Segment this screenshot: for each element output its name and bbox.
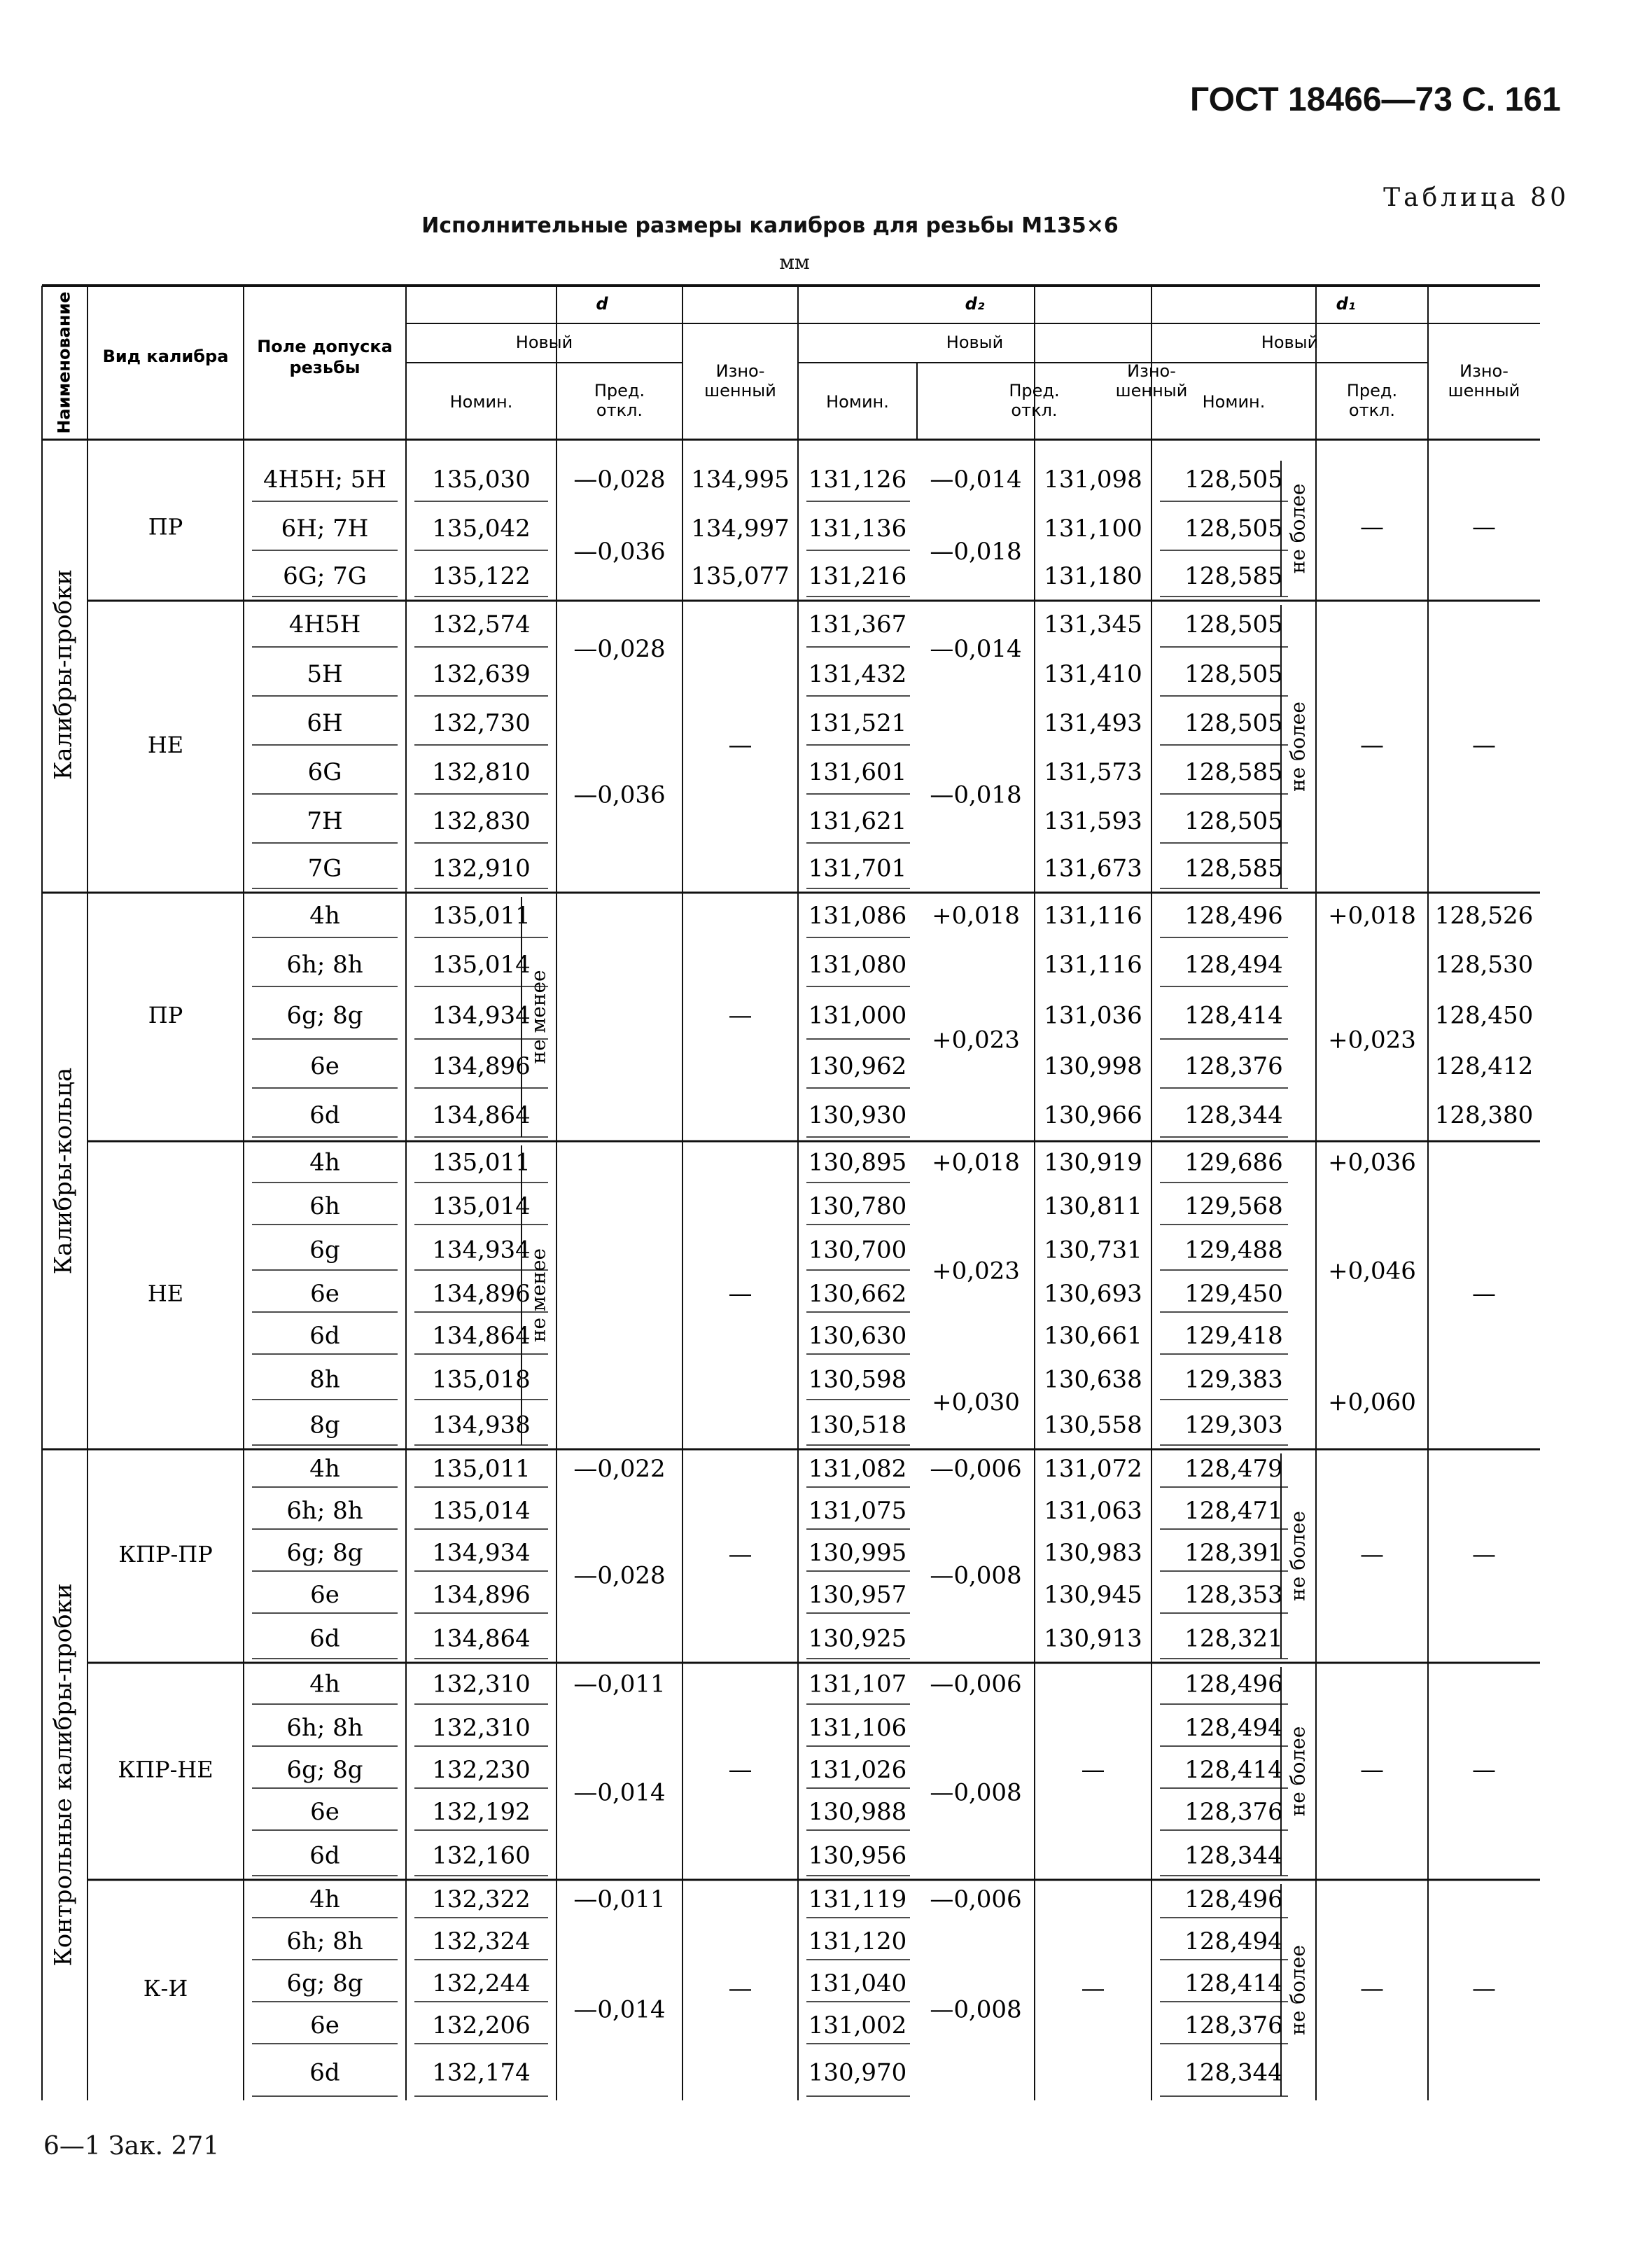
merged-cell: —0,018 — [930, 538, 1022, 566]
group-label: Калибры-кольца — [49, 1067, 78, 1275]
tol-cell: 7H — [307, 807, 343, 835]
merged-cell: — — [1360, 731, 1384, 760]
vertical-note: не более — [1286, 483, 1310, 574]
d2-worn-cell: 130,913 — [1044, 1624, 1142, 1653]
d1-nom-cell: 128,494 — [1184, 1714, 1283, 1742]
d-nom-cell: 134,934 — [432, 1236, 531, 1264]
d2-nom-cell: 130,970 — [808, 2058, 907, 2087]
kind-label: КПР-НЕ — [118, 1756, 214, 1783]
d2-dev-cell: —0,014 — [930, 466, 1022, 494]
d2-nom-cell: 131,040 — [808, 1969, 907, 1997]
merged-cell: — — [728, 1280, 752, 1308]
header-dev: откл. — [1011, 400, 1058, 420]
d-nom-cell: 135,011 — [432, 902, 531, 930]
d2-worn-cell: 130,638 — [1044, 1365, 1142, 1394]
tol-cell: 6h — [309, 1192, 340, 1220]
header-name: Наименование — [54, 291, 74, 434]
kind-label: ПР — [148, 1002, 183, 1028]
d2-nom-cell: 130,662 — [808, 1280, 907, 1308]
tol-cell: 6g; 8g — [286, 1756, 363, 1784]
merged-cell: —0,014 — [573, 1995, 666, 2024]
merged-cell: —0,008 — [930, 1995, 1022, 2024]
d2-nom-cell: 131,432 — [808, 660, 907, 688]
merged-cell: +0,046 — [1328, 1257, 1416, 1285]
d2-nom-cell: 131,106 — [808, 1714, 907, 1742]
tol-cell: 6h; 8h — [286, 1714, 363, 1742]
vertical-note: не более — [1286, 1726, 1310, 1817]
d1-nom-cell: 128,505 — [1184, 660, 1283, 688]
header-nom: Номин. — [1202, 392, 1266, 412]
header-worn: Изно- — [715, 361, 765, 381]
d-nom-cell: 132,160 — [432, 1841, 531, 1870]
d-nom-cell: 135,018 — [432, 1365, 531, 1394]
d-nom-cell: 134,934 — [432, 1539, 531, 1567]
d-nom-cell: 132,230 — [432, 1756, 531, 1784]
kind-label: К-И — [143, 1975, 188, 2002]
merged-cell: +0,023 — [932, 1026, 1020, 1054]
d-nom-cell: 135,042 — [432, 515, 531, 543]
tol-cell: 6e — [310, 1280, 340, 1308]
merged-cell: —0,036 — [573, 781, 666, 809]
d2-worn-cell: 131,100 — [1044, 515, 1142, 543]
d1-nom-cell: 128,344 — [1184, 1841, 1283, 1870]
kind-label: КПР-ПР — [118, 1541, 213, 1568]
d-nom-cell: 132,324 — [432, 1927, 531, 1955]
d-nom-cell: 132,310 — [432, 1670, 531, 1699]
merged-cell: — — [728, 1001, 752, 1030]
d-nom-cell: 132,639 — [432, 660, 531, 688]
d-nom-cell: 132,910 — [432, 854, 531, 883]
d2-nom-cell: 130,895 — [808, 1148, 907, 1177]
d2-nom-cell: 131,126 — [808, 466, 907, 494]
d2-dev-cell: +0,018 — [932, 902, 1020, 930]
vertical-note: не более — [1286, 1511, 1310, 1601]
d2-worn-cell: 131,180 — [1044, 562, 1142, 590]
d-nom-cell: 135,011 — [432, 1148, 531, 1177]
d-nom-cell: 135,011 — [432, 1455, 531, 1483]
d2-dev-cell: —0,006 — [930, 1885, 1022, 1913]
d1-nom-cell: 128,344 — [1184, 1101, 1283, 1129]
header-new: Новый — [1261, 333, 1319, 352]
d2-worn-cell: 131,072 — [1044, 1455, 1142, 1483]
merged-cell: — — [1472, 1540, 1496, 1569]
d-nom-cell: 132,192 — [432, 1798, 531, 1826]
vertical-note: не менее — [526, 1248, 550, 1343]
kind-label: НЕ — [147, 732, 184, 758]
header-dev: Пред. — [1346, 381, 1398, 400]
d1-nom-cell: 128,391 — [1184, 1539, 1283, 1567]
tol-cell: 4h — [309, 1148, 340, 1177]
d2-worn-cell: 131,063 — [1044, 1497, 1142, 1525]
d2-worn-cell: 131,673 — [1044, 854, 1142, 883]
d2-nom-cell: 131,367 — [808, 611, 907, 639]
d1-worn-cell: 128,530 — [1434, 951, 1534, 979]
d-nom-cell: 134,864 — [432, 1322, 531, 1350]
d1-nom-cell: 128,471 — [1184, 1497, 1283, 1525]
d2-nom-cell: 131,601 — [808, 758, 907, 786]
header-tol: резьбы — [289, 358, 360, 377]
d1-nom-cell: 128,496 — [1184, 1885, 1283, 1913]
d2-dev-cell: +0,018 — [932, 1148, 1020, 1177]
d1-nom-cell: 129,686 — [1184, 1148, 1283, 1177]
merged-cell: +0,060 — [1328, 1388, 1416, 1416]
d-nom-cell: 135,122 — [432, 562, 531, 590]
merged-cell: — — [1472, 1974, 1496, 2003]
d1-nom-cell: 128,496 — [1184, 902, 1283, 930]
group-label: Калибры-пробки — [49, 569, 78, 780]
d2-nom-cell: 130,988 — [808, 1798, 907, 1826]
d2-worn-cell: 130,998 — [1044, 1052, 1142, 1080]
tol-cell: 6h; 8h — [286, 1927, 363, 1955]
d2-nom-cell: 131,082 — [808, 1455, 907, 1483]
d1-dev-cell: +0,018 — [1328, 902, 1416, 930]
merged-cell: — — [1360, 1540, 1384, 1569]
d2-nom-cell: 130,925 — [808, 1624, 907, 1653]
d2-nom-cell: 130,930 — [808, 1101, 907, 1129]
d2-worn-cell: 130,558 — [1044, 1411, 1142, 1439]
d-nom-cell: 135,030 — [432, 466, 531, 494]
d2-nom-cell: 131,080 — [808, 951, 907, 979]
vertical-note: не менее — [526, 970, 550, 1064]
d-nom-cell: 132,830 — [432, 807, 531, 835]
merged-cell: — — [1472, 1280, 1496, 1308]
tol-cell: 6d — [309, 1841, 340, 1870]
d-worn-cell: 134,995 — [691, 466, 790, 494]
merged-cell: —0,014 — [573, 1778, 666, 1807]
kind-label: ПР — [148, 513, 183, 540]
d1-nom-cell: 129,568 — [1184, 1192, 1283, 1220]
d-worn-cell: 135,077 — [691, 562, 790, 590]
vertical-note: не более — [1286, 1945, 1310, 2035]
tol-cell: 6h; 8h — [286, 1497, 363, 1525]
merged-cell: — — [1472, 513, 1496, 541]
d1-nom-cell: 128,321 — [1184, 1624, 1283, 1653]
d1-nom-cell: 128,376 — [1184, 2011, 1283, 2039]
tol-cell: 8h — [309, 1365, 340, 1394]
d2-nom-cell: 130,995 — [808, 1539, 907, 1567]
d2-nom-cell: 130,957 — [808, 1581, 907, 1609]
d1-nom-cell: 128,494 — [1184, 1927, 1283, 1955]
d1-nom-cell: 128,505 — [1184, 466, 1283, 494]
d2-nom-cell: 130,700 — [808, 1236, 907, 1264]
d2-nom-cell: 130,598 — [808, 1365, 907, 1394]
d-nom-cell: 132,574 — [432, 611, 531, 639]
d2-worn-cell: 131,573 — [1044, 758, 1142, 786]
d1-nom-cell: 128,505 — [1184, 709, 1283, 737]
tol-cell: 4h — [309, 1670, 340, 1699]
merged-cell: —0,014 — [930, 635, 1022, 663]
d2-nom-cell: 131,136 — [808, 515, 907, 543]
tol-cell: 6e — [310, 1581, 340, 1609]
d2-worn-cell: 131,036 — [1044, 1001, 1142, 1030]
d1-nom-cell: 128,414 — [1184, 1969, 1283, 1997]
tol-cell: 6G — [307, 758, 342, 786]
header-new: Новый — [946, 333, 1004, 352]
d-nom-cell: 132,730 — [432, 709, 531, 737]
header-tol: Поле допуска — [257, 337, 393, 356]
tol-cell: 6e — [310, 1798, 340, 1826]
d2-nom-cell: 131,120 — [808, 1927, 907, 1955]
d-nom-cell: 134,896 — [432, 1052, 531, 1080]
d1-nom-cell: 129,450 — [1184, 1280, 1283, 1308]
header-kind: Вид калибра — [102, 347, 229, 366]
d-nom-cell: 134,938 — [432, 1411, 531, 1439]
d-nom-cell: 135,014 — [432, 1497, 531, 1525]
merged-cell: —0,018 — [930, 781, 1022, 809]
merged-cell: — — [1472, 1756, 1496, 1784]
d-nom-cell: 135,014 — [432, 1192, 531, 1220]
d2-dev-cell: —0,006 — [930, 1455, 1022, 1483]
merged-cell: — — [1081, 1974, 1105, 2003]
d-nom-cell: 132,206 — [432, 2011, 531, 2039]
merged-cell: —0,008 — [930, 1561, 1022, 1590]
d1-nom-cell: 128,344 — [1184, 2058, 1283, 2087]
d1-dev-cell: +0,036 — [1328, 1148, 1416, 1177]
d2-worn-cell: 131,116 — [1044, 951, 1142, 979]
d1-nom-cell: 129,383 — [1184, 1365, 1283, 1394]
d2-worn-cell: 130,693 — [1044, 1280, 1142, 1308]
tol-cell: 6e — [310, 1052, 340, 1080]
tol-cell: 6d — [309, 1101, 340, 1129]
d2-worn-cell: 130,731 — [1044, 1236, 1142, 1264]
tol-cell: 6H — [307, 709, 343, 737]
merged-cell: — — [1360, 1974, 1384, 2003]
tol-cell: 6d — [309, 1322, 340, 1350]
d2-nom-cell: 131,075 — [808, 1497, 907, 1525]
merged-cell: +0,023 — [932, 1257, 1020, 1285]
d1-nom-cell: 128,585 — [1184, 854, 1283, 883]
tol-cell: 4h — [309, 902, 340, 930]
d1-nom-cell: 129,303 — [1184, 1411, 1283, 1439]
merged-cell: — — [728, 1540, 752, 1569]
table-units: мм — [779, 251, 810, 274]
merged-cell: —0,028 — [573, 1561, 666, 1590]
header-worn: шенный — [1115, 381, 1188, 400]
merged-cell: — — [728, 1974, 752, 2003]
d-nom-cell: 132,310 — [432, 1714, 531, 1742]
kind-label: НЕ — [147, 1280, 184, 1307]
d-nom-cell: 132,244 — [432, 1969, 531, 1997]
merged-cell: —0,036 — [573, 538, 666, 566]
merged-cell: — — [728, 731, 752, 760]
d1-nom-cell: 129,418 — [1184, 1322, 1283, 1350]
d-nom-cell: 134,864 — [432, 1624, 531, 1653]
tol-cell: 6e — [310, 2011, 340, 2039]
d2-nom-cell: 131,107 — [808, 1670, 907, 1699]
d-dev-cell: —0,011 — [573, 1670, 666, 1699]
tol-cell: 5H — [307, 660, 343, 688]
d2-dev-cell: —0,006 — [930, 1670, 1022, 1699]
header-worn: Изно- — [1127, 361, 1176, 381]
d2-nom-cell: 130,962 — [808, 1052, 907, 1080]
d-nom-cell: 134,934 — [432, 1001, 531, 1030]
d-nom-cell: 132,174 — [432, 2058, 531, 2087]
header-dev: откл. — [1348, 400, 1396, 420]
d-nom-cell: 134,864 — [432, 1101, 531, 1129]
d1-nom-cell: 128,505 — [1184, 611, 1283, 639]
d2-nom-cell: 131,701 — [808, 854, 907, 883]
d1-worn-cell: 128,450 — [1434, 1001, 1534, 1030]
d-nom-cell: 132,810 — [432, 758, 531, 786]
table-caption: Исполнительные размеры калибров для резьбы M135×6 — [421, 214, 1119, 238]
d1-nom-cell: 129,488 — [1184, 1236, 1283, 1264]
d-nom-cell: 135,014 — [432, 951, 531, 979]
d2-worn-cell: 131,116 — [1044, 902, 1142, 930]
d1-nom-cell: 128,353 — [1184, 1581, 1283, 1609]
tol-cell: 4h — [309, 1455, 340, 1483]
d2-nom-cell: 131,119 — [808, 1885, 907, 1913]
d-nom-cell: 134,896 — [432, 1581, 531, 1609]
d2-worn-cell: 130,661 — [1044, 1322, 1142, 1350]
header-worn: Изно- — [1460, 361, 1508, 381]
merged-cell: — — [1081, 1756, 1105, 1784]
d2-worn-cell: 131,593 — [1044, 807, 1142, 835]
d2-nom-cell: 130,780 — [808, 1192, 907, 1220]
tol-cell: 6d — [309, 2058, 340, 2087]
header-new: Новый — [515, 333, 573, 352]
d2-nom-cell: 131,026 — [808, 1756, 907, 1784]
tol-cell: 6d — [309, 1624, 340, 1653]
d1-worn-cell: 128,380 — [1434, 1101, 1534, 1129]
d1-nom-cell: 128,585 — [1184, 758, 1283, 786]
d2-worn-cell: 131,493 — [1044, 709, 1142, 737]
d2-worn-cell: 131,098 — [1044, 466, 1142, 494]
header-worn: шенный — [1448, 381, 1520, 400]
d2-nom-cell: 130,956 — [808, 1841, 907, 1870]
d2-nom-cell: 131,086 — [808, 902, 907, 930]
tol-cell: 6H; 7H — [281, 515, 369, 543]
merged-cell: —0,028 — [573, 635, 666, 663]
header-nom: Номин. — [449, 392, 513, 412]
page-footer: 6—1 Зак. 271 — [43, 2132, 220, 2161]
tol-cell: 6G; 7G — [283, 562, 367, 590]
d1-worn-cell: 128,412 — [1434, 1052, 1534, 1080]
tol-cell: 7G — [307, 854, 342, 883]
d1-nom-cell: 128,585 — [1184, 562, 1283, 590]
d2-nom-cell: 131,521 — [808, 709, 907, 737]
d2-worn-cell: 130,983 — [1044, 1539, 1142, 1567]
tol-cell: 4h — [309, 1885, 340, 1913]
tol-cell: 6g; 8g — [286, 1001, 363, 1030]
d2-worn-cell: 130,966 — [1044, 1101, 1142, 1129]
d2-nom-cell: 131,000 — [808, 1001, 907, 1030]
d2-worn-cell: 130,945 — [1044, 1581, 1142, 1609]
header-d2: d₂ — [965, 294, 985, 314]
d2-worn-cell: 131,410 — [1044, 660, 1142, 688]
d1-nom-cell: 128,496 — [1184, 1670, 1283, 1699]
tol-cell: 6g; 8g — [286, 1969, 363, 1997]
group-label: Контрольные калибры-пробки — [49, 1583, 78, 1967]
d2-nom-cell: 130,518 — [808, 1411, 907, 1439]
tol-cell: 4H5H — [288, 611, 361, 639]
merged-cell: +0,023 — [1328, 1026, 1416, 1054]
d-nom-cell: 134,896 — [432, 1280, 531, 1308]
d1-nom-cell: 128,479 — [1184, 1455, 1283, 1483]
header-dev: Пред. — [1009, 381, 1060, 400]
d1-nom-cell: 128,505 — [1184, 515, 1283, 543]
d1-nom-cell: 128,414 — [1184, 1001, 1283, 1030]
header-d: d — [596, 294, 608, 314]
d2-nom-cell: 131,216 — [808, 562, 907, 590]
header-dev: откл. — [596, 400, 643, 420]
table-number: Таблица 80 — [1383, 183, 1569, 212]
d-dev-cell: —0,028 — [573, 466, 666, 494]
d-dev-cell: —0,022 — [573, 1455, 666, 1483]
header-worn: шенный — [704, 381, 776, 400]
merged-cell: — — [1360, 1756, 1384, 1784]
d1-nom-cell: 128,414 — [1184, 1756, 1283, 1784]
d1-nom-cell: 128,376 — [1184, 1052, 1283, 1080]
d1-nom-cell: 128,505 — [1184, 807, 1283, 835]
merged-cell: — — [728, 1756, 752, 1784]
d2-nom-cell: 131,002 — [808, 2011, 907, 2039]
d2-worn-cell: 130,919 — [1044, 1148, 1142, 1177]
d1-worn-cell: 128,526 — [1434, 902, 1534, 930]
vertical-note: не более — [1286, 702, 1310, 792]
d1-nom-cell: 128,376 — [1184, 1798, 1283, 1826]
merged-cell: +0,030 — [932, 1388, 1020, 1416]
d2-nom-cell: 131,621 — [808, 807, 907, 835]
d-dev-cell: —0,011 — [573, 1885, 666, 1913]
d2-worn-cell: 130,811 — [1044, 1192, 1142, 1220]
tol-cell: 6g; 8g — [286, 1539, 363, 1567]
d2-worn-cell: 131,345 — [1044, 611, 1142, 639]
header-dev: Пред. — [594, 381, 645, 400]
d-nom-cell: 132,322 — [432, 1885, 531, 1913]
header-nom: Номин. — [826, 392, 889, 412]
merged-cell: —0,008 — [930, 1778, 1022, 1807]
page-header: ГОСТ 18466—73 С. 161 — [1190, 81, 1561, 118]
d1-nom-cell: 128,494 — [1184, 951, 1283, 979]
merged-cell: — — [1360, 513, 1384, 541]
tol-cell: 8g — [309, 1411, 340, 1439]
tol-cell: 6g — [309, 1236, 340, 1264]
tol-cell: 4H5H; 5H — [262, 466, 387, 494]
d-worn-cell: 134,997 — [691, 515, 790, 543]
d2-nom-cell: 130,630 — [808, 1322, 907, 1350]
tol-cell: 6h; 8h — [286, 951, 363, 979]
header-d1: d₁ — [1336, 294, 1356, 314]
merged-cell: — — [1472, 731, 1496, 760]
